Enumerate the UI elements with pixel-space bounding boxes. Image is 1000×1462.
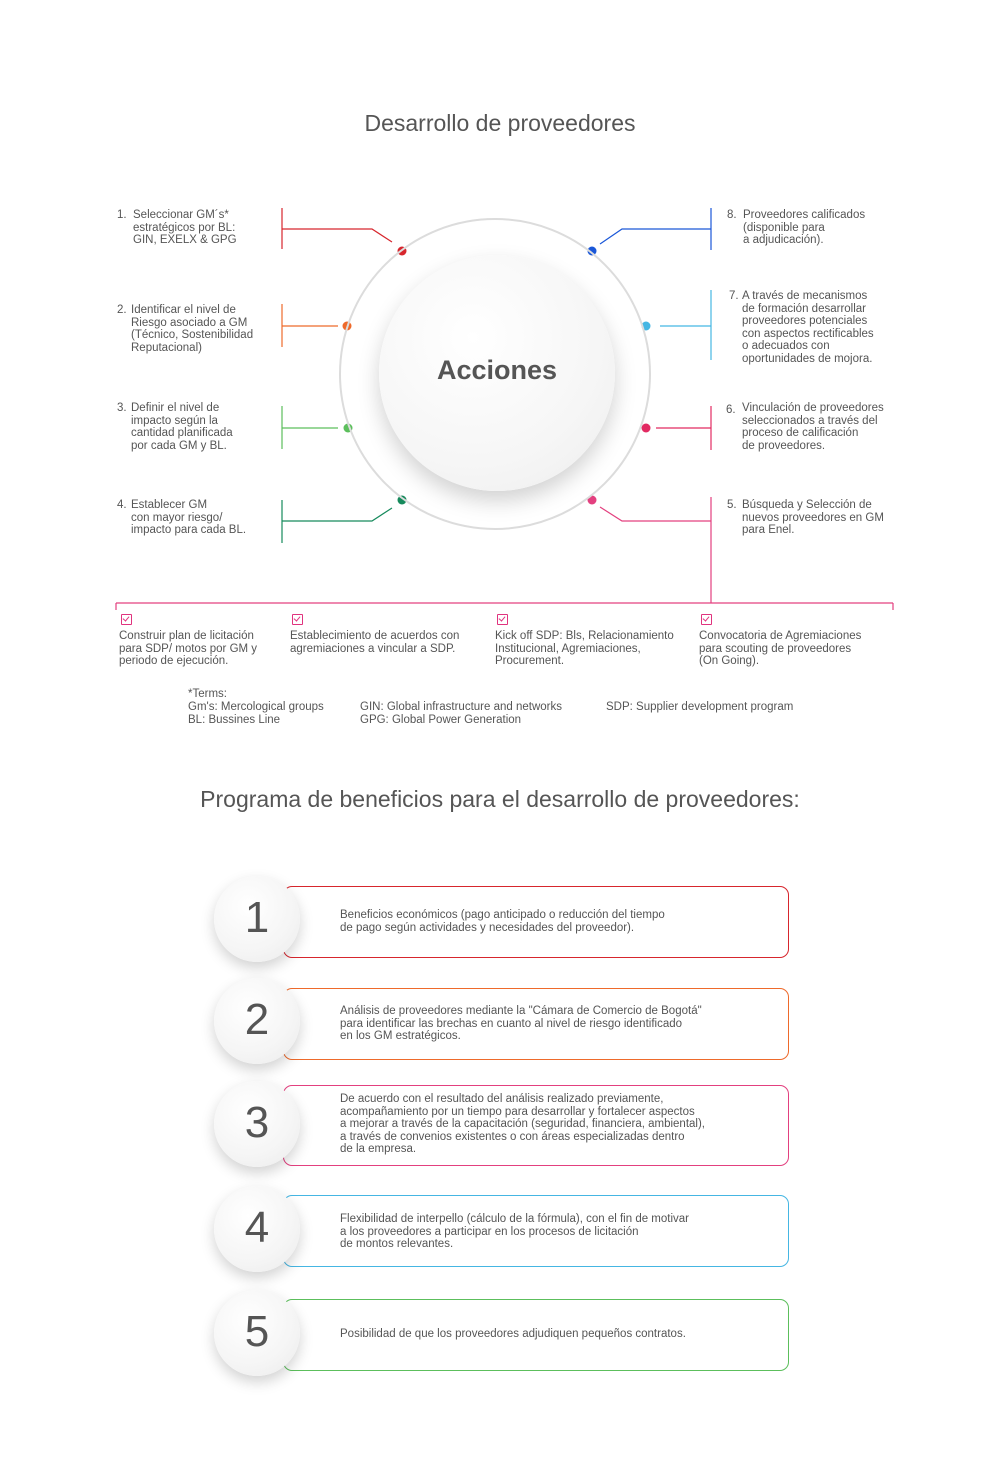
- check-icon: [292, 614, 303, 625]
- step-7-text: A través de mecanismos de formación desarrollar proveedores potenciales con aspectos rectificables o adecuados con oportunidades de mojora.: [742, 290, 874, 365]
- step-4-number: 4.: [117, 499, 127, 511]
- step-8-text: Proveedores calificados (disponible para a adjudicación).: [743, 209, 866, 246]
- actions-center-label: Acciones: [436, 355, 558, 385]
- action-item-2: Establecimiento de acuerdos con agremiaciones a vincular a SDP.: [290, 630, 460, 655]
- step-4-text: Establecer GM con mayor riesgo/ impacto para cada BL.: [131, 499, 247, 536]
- benefit-1-number: 1: [244, 893, 270, 942]
- benefit-2-number: 2: [244, 995, 270, 1044]
- step-5-number: 5.: [727, 499, 737, 511]
- benefit-4-text: Flexibilidad de interpello (cálculo de la fórmula), con el fin de motivar a los proveedores a participar en los procesos de licitación de montos relevantes.: [340, 1213, 690, 1250]
- benefit-4-number: 4: [244, 1203, 270, 1252]
- step-1-text: Seleccionar GM´s* estratégicos por BL: GIN, EXELX & GPG: [133, 209, 237, 246]
- diagram-title: Desarrollo de proveedores: [364, 110, 636, 136]
- action-item-1: Construir plan de licitación para SDP/ motos por GM y periodo de ejecución.: [119, 630, 258, 667]
- terms-heading: *Terms:: [188, 688, 227, 700]
- step-5-text: Búsqueda y Selección de nuevos proveedores en GM para Enel.: [742, 499, 884, 536]
- terms-col-3: SDP: Supplier development program: [606, 701, 794, 713]
- check-icon: [497, 614, 508, 625]
- terms-col-1: Gm's: Mercological groups BL: Bussines Line: [188, 701, 324, 726]
- connector-step-4: [282, 500, 392, 543]
- step-3-number: 3.: [117, 402, 127, 414]
- benefit-1-text: Beneficios económicos (pago anticipado o reducción del tiempo de pago según actividades y necesidades del proveedor).: [340, 909, 665, 934]
- step-6-text: Vinculación de proveedores seleccionados a través del proceso de calificación de proveedores.: [742, 402, 884, 452]
- dot-step-6: [642, 424, 651, 433]
- step-3-text: Definir el nivel de impacto según la cantidad planificada por cada GM y BL.: [131, 402, 233, 452]
- benefit-5-number: 5: [244, 1307, 270, 1356]
- benefit-3-text: De acuerdo con el resultado del análisis realizado previamente, acompañamiento por un tiempo para desarrollar y fortalecer aspectos a mejorar a través de la capacitación (seguridad, financiera, ambiental), a través de convenios existentes o con áreas especializadas dentro de la empresa.: [340, 1093, 705, 1155]
- benefit-3-number: 3: [244, 1098, 270, 1147]
- benefit-5-text: Posibilidad de que los proveedores adjudiquen pequeños contratos.: [340, 1328, 686, 1340]
- connector-step-3: [282, 406, 338, 449]
- step-1-number: 1.: [117, 209, 127, 221]
- step-7-number: 7.: [729, 290, 739, 302]
- benefits-title: Programa de beneficios para el desarrollo de proveedores:: [200, 786, 800, 812]
- action-item-4: Convocatoria de Agremiaciones para scouting de proveedores (On Going).: [699, 630, 862, 667]
- connector-step-1: [282, 208, 392, 249]
- check-icon: [121, 614, 132, 625]
- step-6-number: 6.: [726, 404, 736, 416]
- action-item-3: Kick off SDP: Bls, Relacionamiento Institucional, Agremiaciones, Procurement.: [495, 630, 674, 667]
- check-icon: [701, 614, 712, 625]
- step-2-number: 2.: [117, 304, 127, 316]
- connector-step-7: [660, 290, 711, 360]
- benefit-2-text: Análisis de proveedores mediante la "Cámara de Comercio de Bogotá" para identificar las brechas en cuanto al nivel de riesgo identificado en los GM estratégicos.: [340, 1005, 702, 1042]
- terms-col-2: GIN: Global infrastructure and networks GPG: Global Power Generation: [360, 701, 562, 726]
- connector-step-2: [282, 304, 338, 347]
- step-8-number: 8.: [727, 209, 737, 221]
- connector-step-6: [656, 406, 711, 450]
- step-2-text: Identificar el nivel de Riesgo asociado a GM (Técnico, Sostenibilidad Reputacional): [131, 304, 254, 354]
- connector-step-8: [600, 208, 711, 250]
